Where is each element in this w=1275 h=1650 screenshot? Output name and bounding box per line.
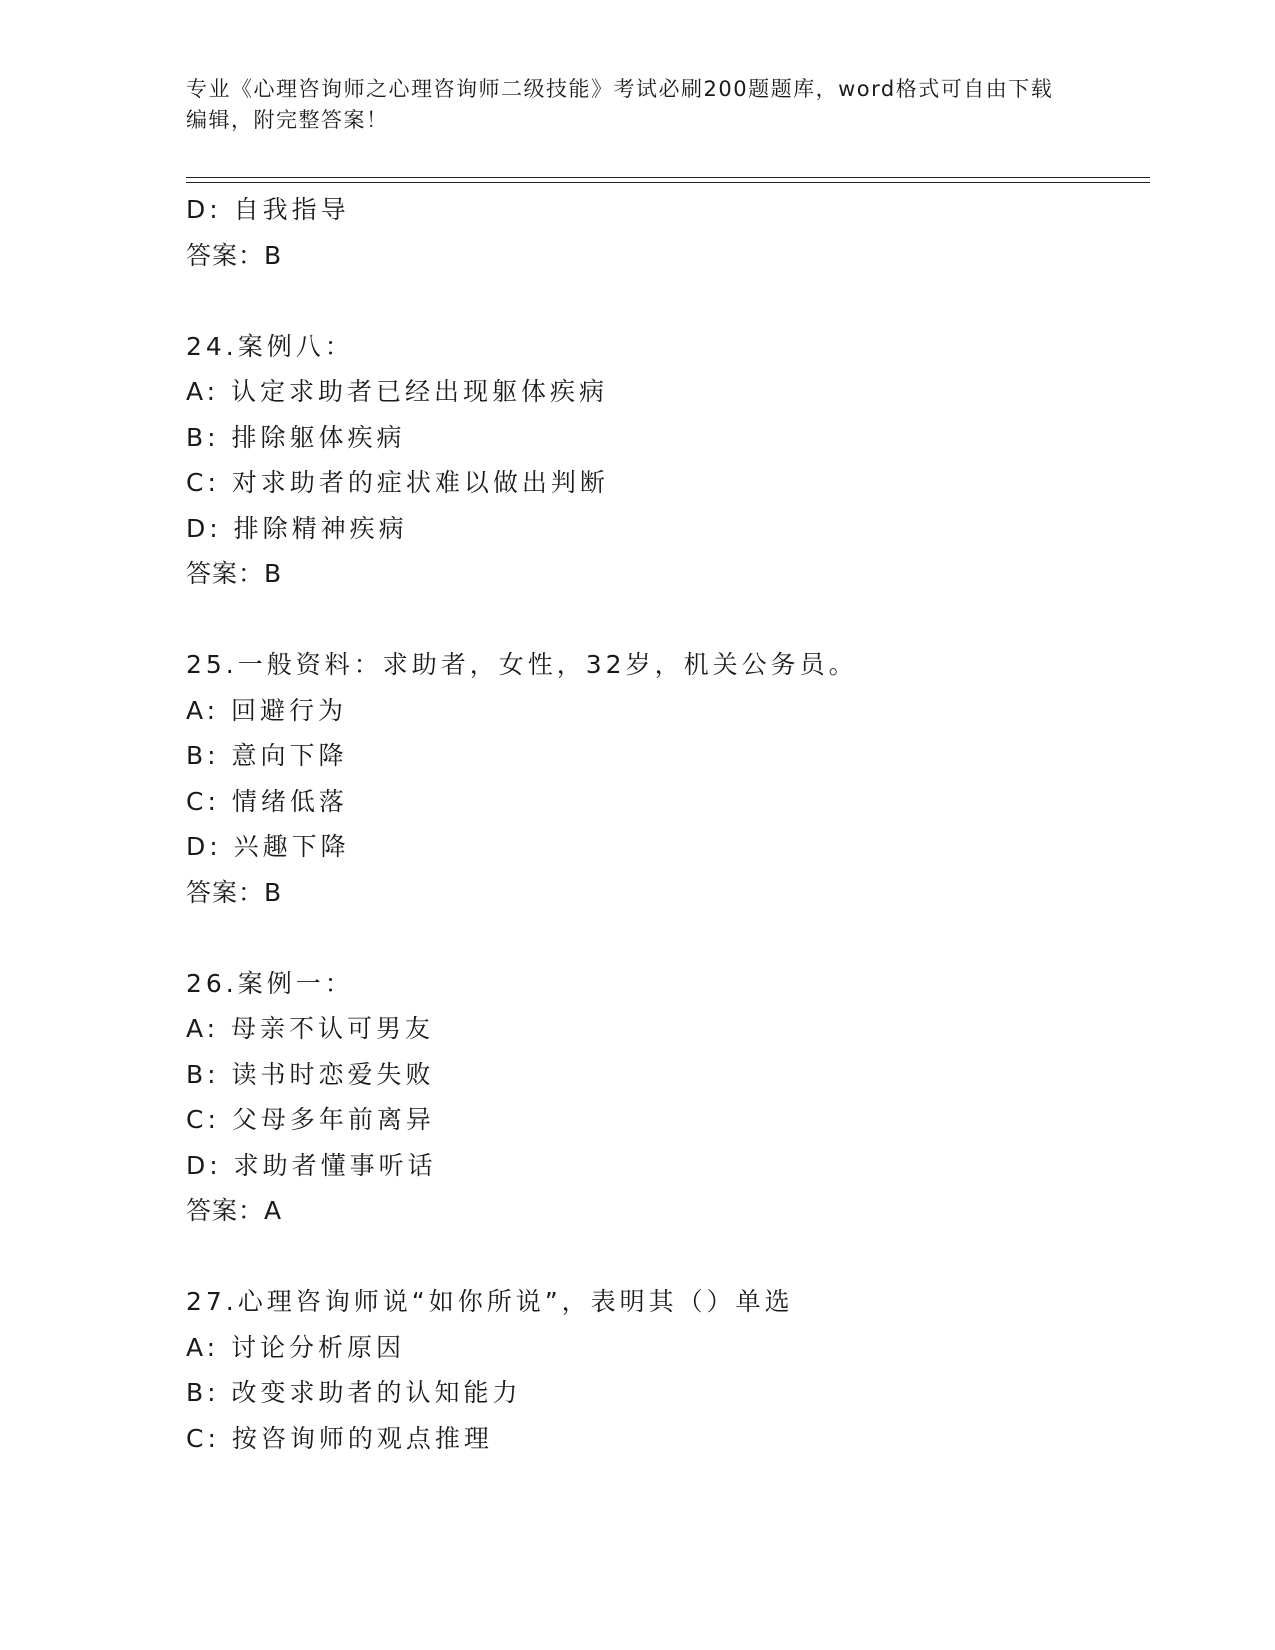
option-c: C: 情绪低落 (186, 786, 348, 816)
question-title: 26.案例一： (186, 968, 354, 998)
header-divider-top (186, 177, 1150, 178)
option-b: B: 读书时恋爱失败 (186, 1059, 435, 1089)
answer-line: 答案：B (186, 877, 283, 907)
question-block (186, 961, 1150, 1234)
option-d: D: 自我指导 (186, 195, 350, 224)
option-a: A: 母亲不认可男友 (186, 1014, 435, 1043)
answer-line: 答案：B (186, 240, 283, 270)
option-a: A: 讨论分析原因 (186, 1332, 406, 1362)
option-a: A: 认定求助者已经出现躯体疾病 (186, 377, 609, 406)
option-b: B: 排除躯体疾病 (186, 422, 406, 452)
option-c: C: 父母多年前离异 (186, 1105, 435, 1134)
option-d: D: 兴趣下降 (186, 832, 350, 861)
question-title: 24.案例八： (186, 331, 354, 361)
option-c: C: 按咨询师的观点推理 (186, 1423, 493, 1453)
question-title: 27.心理咨询师说“如你所说”，表明其（）单选 (186, 1287, 794, 1316)
option-b: B: 意向下降 (186, 741, 348, 770)
question-block (186, 1279, 1150, 1461)
question-block (186, 324, 1150, 597)
option-a: A: 回避行为 (186, 695, 348, 725)
question-list (186, 187, 1150, 1461)
option-d: D: 求助者懂事听话 (186, 1150, 437, 1180)
question-title: 25.一般资料：求助者，女性，32岁，机关公务员。 (186, 650, 858, 679)
header-divider-bottom (186, 182, 1150, 183)
question-block (186, 187, 1150, 278)
page-header: 专业《心理咨询师之心理咨询师二级技能》考试必刷200题题库，word格式可自由下载编辑，附完整答案！ (186, 77, 1054, 132)
answer-line: 答案：A (186, 1196, 283, 1225)
option-b: B: 改变求助者的认知能力 (186, 1378, 522, 1407)
question-block (186, 642, 1150, 915)
option-d: D: 排除精神疾病 (186, 513, 408, 543)
option-c: C: 对求助者的症状难以做出判断 (186, 468, 609, 497)
answer-line: 答案：B (186, 559, 283, 588)
